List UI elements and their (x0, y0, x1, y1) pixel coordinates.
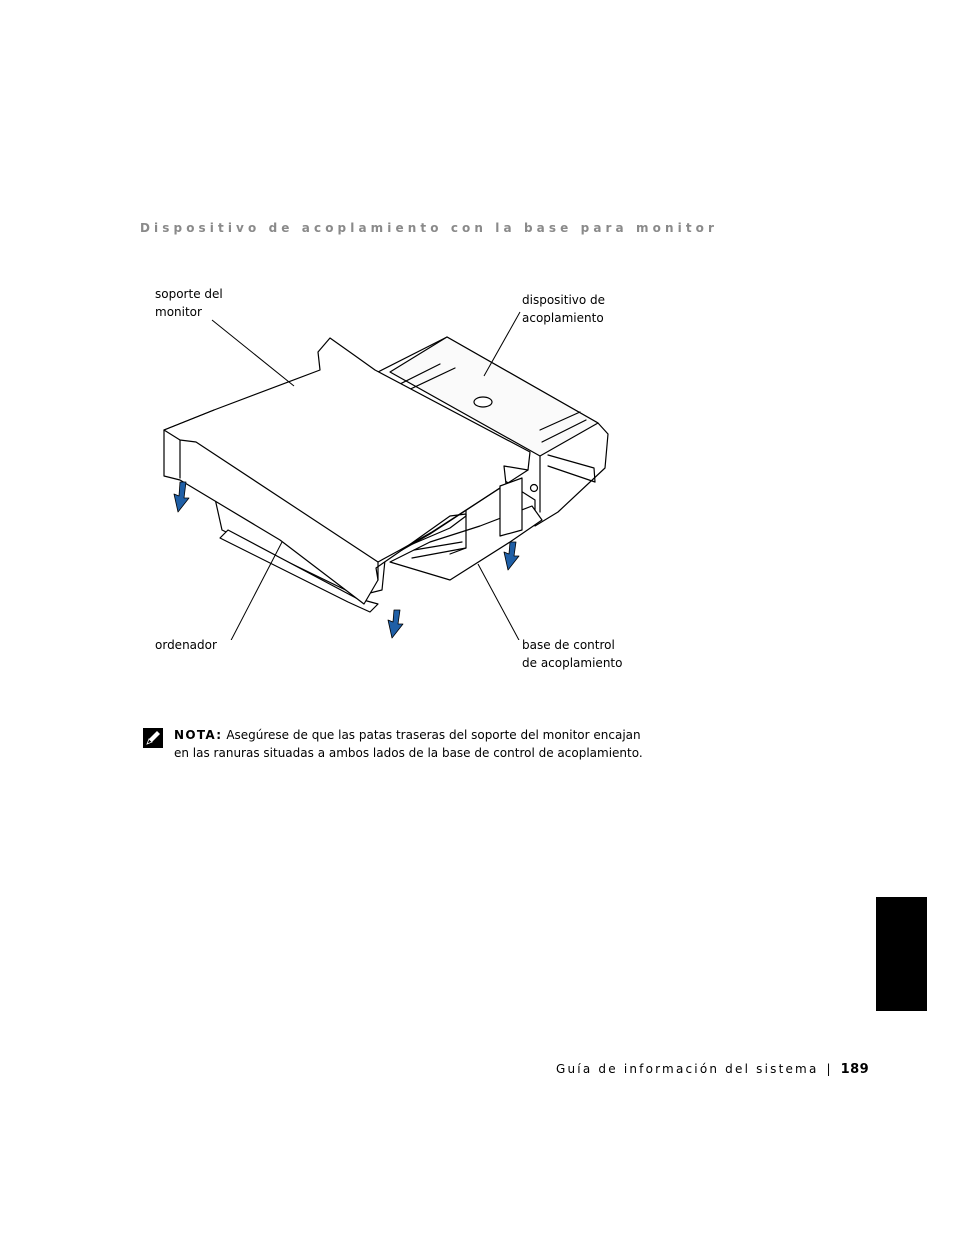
down-arrow-center (388, 610, 403, 638)
down-arrow-right (504, 542, 519, 570)
page-footer (556, 1062, 869, 1077)
section-title: Dispositivo de acoplamiento con la base para monitor (140, 221, 719, 235)
callout-line: acoplamiento (522, 310, 604, 325)
note-label: NOTA: (174, 728, 223, 742)
footer-guide-title: Guía de información del sistema (556, 1062, 819, 1076)
down-arrow-left (174, 482, 189, 512)
note-body: Asegúrese de que las patas traseras del soporte del monitor encajan en las ranuras situadas a ambos lados de la base de control de acoplamiento. (174, 728, 643, 760)
callout-line: de acoplamiento (522, 655, 623, 670)
callout-line: base de control (522, 638, 615, 652)
page-number: 189 (840, 1062, 870, 1077)
power-button (531, 485, 538, 492)
leader-line-docking-device (484, 312, 520, 376)
chapter-thumb-tab (876, 897, 927, 1011)
footer-separator: | (826, 1062, 831, 1076)
callout-docking-control-base (522, 637, 622, 672)
callout-line: soporte del (155, 287, 223, 301)
note-pencil-icon (143, 728, 163, 748)
monitor-stand-rear-leg (500, 478, 522, 536)
dell-logo-badge (474, 397, 492, 407)
leader-line-docking-control-base (478, 564, 520, 640)
note (174, 727, 644, 762)
callout-line: monitor (155, 304, 202, 319)
docking-station-illustration (150, 280, 620, 640)
callout-line: ordenador (155, 638, 217, 652)
callout-line: dispositivo de (522, 293, 606, 307)
leader-line-monitor-stand (212, 320, 294, 386)
